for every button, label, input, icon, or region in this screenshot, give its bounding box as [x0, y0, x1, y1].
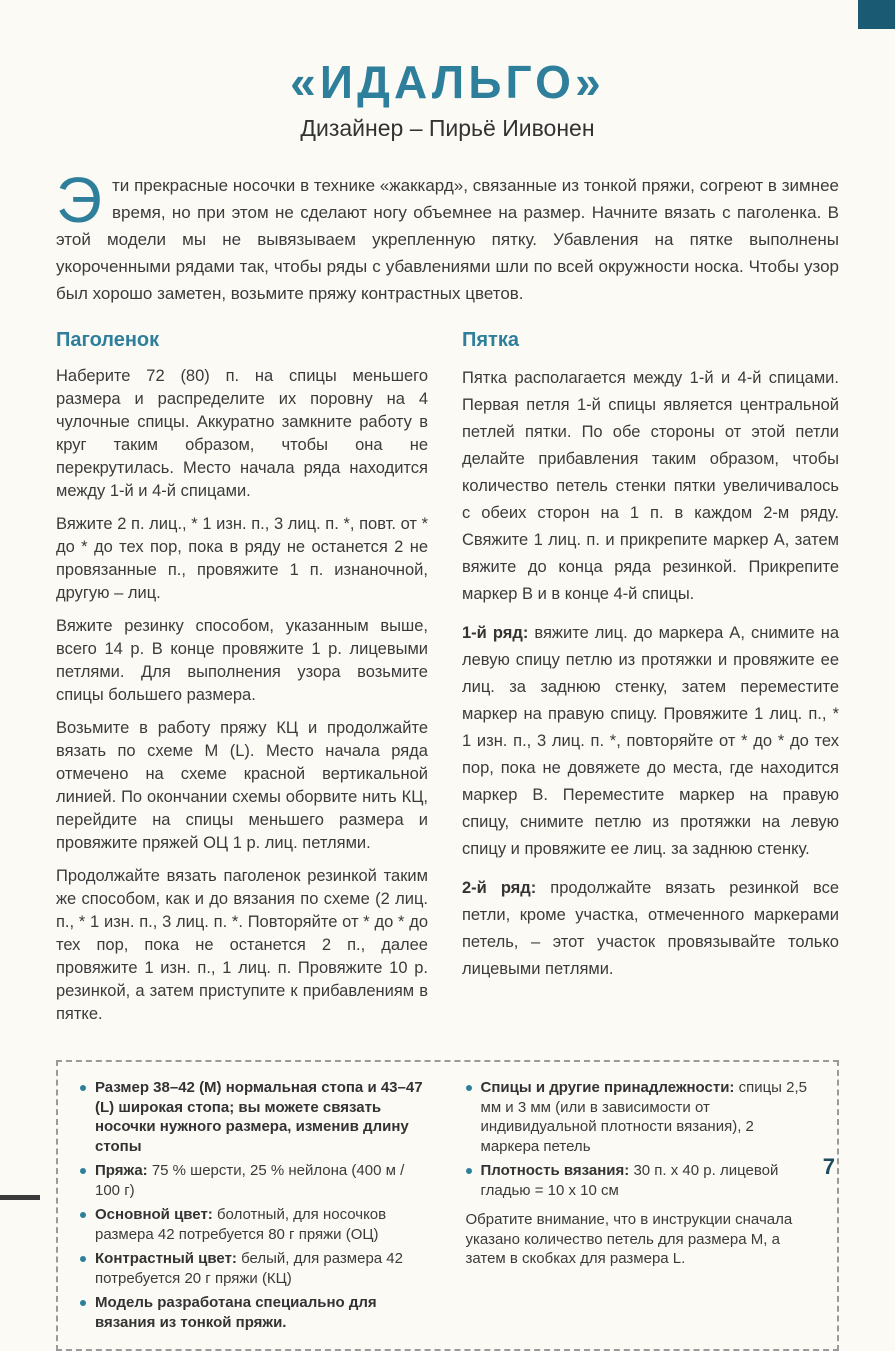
size-note: Обратите внимание, что в инструкции сначала указано количество петель для размера M, а затем в скобках для размера L.: [465, 1211, 793, 1268]
item-label: Пряжа:: [95, 1162, 148, 1180]
paragraph-heel-row1: [462, 620, 839, 863]
bullet-icon: [80, 1300, 86, 1306]
dropcap-letter: Э: [56, 164, 102, 237]
list-item: [80, 1078, 430, 1156]
list-item: [80, 1249, 430, 1288]
item-text: болотный, для носочков размера 42 потребуется 80 г пряжи (ОЦ): [95, 1206, 387, 1243]
paragraph-leg-5: Продолжайте вязать паголенок резинкой таким же способом, как и до вязания по схеме (2 лиц. п., * 1 изн. п., 3 лиц. п. *. Повторяйте от * до * до тех пор, пока не останется 2 п., далее провяжите 1 изн. п., 1 лиц. п. Провяжите 10 р. резинкой, а затем приступите к прибавлениям в пятке.: [56, 867, 428, 1024]
item-text: 30 п. x 40 р. лицевой гладью = 10 x 10 см: [480, 1162, 779, 1199]
item-text: спицы 2,5 мм и 3 мм (или в зависимости от индивидуальной плотности вязания), 2 маркера петель: [480, 1079, 807, 1155]
materials-info-box: [56, 1060, 839, 1351]
row-label: 2-й ряд:: [462, 879, 537, 898]
section-heel: [462, 329, 839, 1036]
item-label: Плотность вязания:: [480, 1162, 630, 1180]
info-box-left-column: [80, 1078, 430, 1337]
list-item: [466, 1161, 816, 1200]
intro-text: ти прекрасные носочки в технике «жаккард», связанные из тонкой пряжи, согреют в зимнее время, но при этом не сделают ногу объемнее на размер. Начните вязать с паголенка. В этой модели мы не вывязываем укрепленную пятку. Убавления на пятке выполнены укороченными рядами так, чтобы ряды с убавлениями шли по всей окружности носка. Чтобы узор был хорошо заметен, возьмите пряжу контрастных цветов.: [56, 176, 839, 304]
item-label: Спицы и другие принадлежности:: [480, 1079, 735, 1097]
paragraph-leg-1: Наберите 72 (80) п. на спицы меньшего размера и распределите их поровну на 4 чулочные спицы. Аккуратно замкните работу в круг таким образом, чтобы она не перекрутилась. Место начала ряда находится между 1-й и 4-й спицами.: [56, 367, 428, 501]
list-item: [466, 1078, 816, 1156]
page-header: [56, 58, 839, 142]
row-label: 1-й ряд:: [462, 624, 529, 643]
designer-subtitle: Дизайнер – Пирьё Иивонен: [300, 115, 595, 142]
item-label: Контрастный цвет:: [95, 1250, 237, 1268]
bullet-icon: [466, 1168, 472, 1174]
paragraph-heel-intro: Пятка располагается между 1-й и 4-й спицами. Первая петля 1-й спицы является центральной петлей пятки. По обе стороны от этой петли делайте прибавления таким образом, чтобы количество петель стенки пятки увеличивалось с обеих сторон на 1 п. в каждом 2-м ряду. Свяжите 1 лиц. п. и прикрепите маркер A, затем вяжите до конца ряда резинкой. Прикрепите маркер B и в конце 4-й спицы.: [462, 369, 839, 604]
item-text: 75 % шерсти, 25 % нейлона (400 м / 100 г): [95, 1162, 405, 1199]
section-heading-leg: Паголенок: [56, 329, 160, 352]
row-text: вяжите лиц. до маркера A, снимите на левую спицу петлю из протяжки и провяжите ее лиц. за заднюю стенку, затем переместите маркер на правую спицу. Провяжите 1 лиц. п., * 1 изн. п., 3 лиц. п. *, повторяйте от * до * до тех пор, пока не довяжете до места, где находится маркер B. Переместите маркер на правую спицу, снимите петлю из протяжки на левую спицу и провяжите ее лиц. за заднюю стенку.: [462, 624, 840, 859]
list-item: [80, 1293, 430, 1332]
page-title: «ИДАЛЬГО»: [290, 56, 605, 108]
item-label: Основной цвет:: [95, 1206, 213, 1224]
list-item: [80, 1205, 430, 1244]
bullet-icon: [466, 1085, 472, 1091]
paragraph-leg-2: Вяжите 2 п. лиц., * 1 изн. п., 3 лиц. п. *, повт. от * до * до тех пор, пока в ряду не останется 2 не провязанные п., провяжите 1 п. изнаночной, другую – лиц.: [56, 515, 428, 603]
section-leg: [56, 329, 428, 1036]
item-label: Размер 38–42 (M) нормальная стопа и 43–47 (L) широкая стопа; вы можете связать носочки нужного размера, изменив длину стопы: [95, 1079, 423, 1155]
bottom-edge-mark: [0, 1195, 40, 1200]
instruction-columns: [56, 329, 839, 1036]
paragraph-heel-row2: [462, 875, 839, 983]
materials-list-left: [80, 1078, 430, 1332]
materials-list-right: [466, 1078, 816, 1200]
paragraph-leg-3: Вяжите резинку способом, указанным выше, всего 14 р. В конце провяжите 1 р. лицевыми петлями. Для выполнения узора возьмите спицы большего размера.: [56, 617, 428, 705]
page-number: 7: [822, 1154, 835, 1179]
item-label: Модель разработана специально для вязания из тонкой пряжи.: [95, 1294, 377, 1331]
corner-decoration: [858, 0, 895, 29]
list-item: [80, 1161, 430, 1200]
bullet-icon: [80, 1085, 86, 1091]
bullet-icon: [80, 1256, 86, 1262]
bullet-icon: [80, 1212, 86, 1218]
paragraph-leg-4: Возьмите в работу пряжу КЦ и продолжайте вязать по схеме M (L). Место начала ряда отмечено на схеме красной вертикальной линией. По окончании схемы оборвите нить КЦ, перейдите на спицы меньшего размера и провяжите пряжей ОЦ 1 р. лиц. петлями.: [56, 719, 428, 853]
info-box-right-column: [466, 1078, 816, 1337]
intro-paragraph: [56, 164, 839, 307]
bullet-icon: [80, 1168, 86, 1174]
section-heading-heel: Пятка: [462, 329, 519, 352]
item-text: белый, для размера 42 потребуется 20 г пряжи (КЦ): [95, 1250, 403, 1287]
row-text: продолжайте вязать резинкой все петли, кроме участка, отмеченного маркерами петель, – этот участок провязывайте только лицевыми петлями.: [462, 879, 839, 979]
